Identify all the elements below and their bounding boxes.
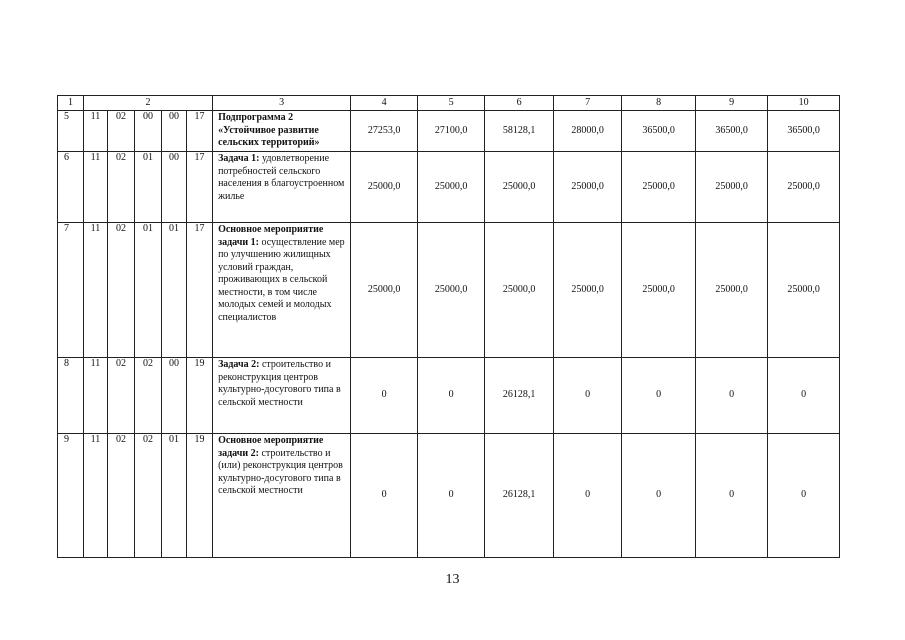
code-5: 17: [187, 111, 213, 152]
value-col-9: 0: [696, 358, 768, 434]
code-4: 01: [162, 434, 187, 558]
value-col-4: 25000,0: [351, 152, 418, 223]
value-col-6: 26128,1: [485, 358, 554, 434]
code-5: 17: [187, 223, 213, 358]
row-title: Задача 2:: [218, 359, 260, 370]
code-4: 00: [162, 111, 187, 152]
row-title: Подпрограмма 2 «Устойчивое развитие сельских территорий»: [218, 112, 320, 148]
code-2: 02: [108, 152, 135, 223]
code-1: 11: [84, 223, 108, 358]
value-col-5: 0: [418, 434, 485, 558]
value-col-6: 26128,1: [485, 434, 554, 558]
code-5: 19: [187, 358, 213, 434]
header-col-4: 4: [351, 96, 418, 111]
row-title: Основное мероприятие задачи 1:: [218, 224, 324, 248]
value-col-9: 25000,0: [696, 152, 768, 223]
budget-table: [57, 95, 840, 558]
header-col-1: 1: [58, 96, 84, 111]
row-text: строительство и реконструкция центров культурно-досугового типа в сельской местности: [218, 359, 341, 408]
header-col-3: 3: [213, 96, 351, 111]
row-number: 5: [58, 111, 84, 152]
value-col-8: 36500,0: [622, 111, 696, 152]
value-col-5: 25000,0: [418, 152, 485, 223]
code-2: 02: [108, 434, 135, 558]
header-col-9: 9: [696, 96, 768, 111]
table-row: [58, 223, 840, 358]
row-text: осуществление мер по улучшению жилищных условий граждан, проживающих в сельской местности, в том числе молодых семей и молодых специалистов: [218, 236, 345, 323]
row-text: строительство и (или) реконструкция центров культурно-досугового типа в сельской местности: [218, 447, 343, 496]
value-col-8: 25000,0: [622, 152, 696, 223]
row-description: [213, 111, 351, 152]
value-col-6: 58128,1: [485, 111, 554, 152]
row-description: [213, 152, 351, 223]
code-4: 00: [162, 152, 187, 223]
row-description: [213, 358, 351, 434]
value-col-4: 0: [351, 358, 418, 434]
code-1: 11: [84, 358, 108, 434]
row-description: [213, 434, 351, 558]
value-col-10: 25000,0: [768, 223, 840, 358]
code-1: 11: [84, 111, 108, 152]
row-number: 7: [58, 223, 84, 358]
code-1: 11: [84, 434, 108, 558]
table-row: [58, 434, 840, 558]
value-col-4: 25000,0: [351, 223, 418, 358]
value-col-10: 0: [768, 434, 840, 558]
value-col-7: 28000,0: [554, 111, 622, 152]
code-5: 17: [187, 152, 213, 223]
value-col-5: 27100,0: [418, 111, 485, 152]
row-title: Задача 1:: [218, 153, 260, 164]
code-2: 02: [108, 358, 135, 434]
value-col-7: 0: [554, 358, 622, 434]
code-3: 01: [135, 152, 162, 223]
value-col-4: 27253,0: [351, 111, 418, 152]
header-col-6: 6: [485, 96, 554, 111]
value-col-7: 25000,0: [554, 223, 622, 358]
value-col-8: 0: [622, 434, 696, 558]
header-col-8: 8: [622, 96, 696, 111]
row-text: удовлетворение потребностей сельского населения в благоустроенном жилье: [218, 153, 345, 202]
code-3: 00: [135, 111, 162, 152]
header-col-10: 10: [768, 96, 840, 111]
code-4: 00: [162, 358, 187, 434]
code-2: 02: [108, 111, 135, 152]
code-3: 01: [135, 223, 162, 358]
header-col-7: 7: [554, 96, 622, 111]
row-description: [213, 223, 351, 358]
row-number: 8: [58, 358, 84, 434]
table-row: [58, 358, 840, 434]
value-col-9: 25000,0: [696, 223, 768, 358]
row-number: 6: [58, 152, 84, 223]
table-row: [58, 152, 840, 223]
value-col-10: 25000,0: [768, 152, 840, 223]
value-col-5: 25000,0: [418, 223, 485, 358]
value-col-7: 25000,0: [554, 152, 622, 223]
table-row: [58, 111, 840, 152]
value-col-10: 0: [768, 358, 840, 434]
row-number: 9: [58, 434, 84, 558]
value-col-9: 0: [696, 434, 768, 558]
value-col-8: 25000,0: [622, 223, 696, 358]
value-col-8: 0: [622, 358, 696, 434]
value-col-9: 36500,0: [696, 111, 768, 152]
code-3: 02: [135, 358, 162, 434]
code-3: 02: [135, 434, 162, 558]
code-5: 19: [187, 434, 213, 558]
code-2: 02: [108, 223, 135, 358]
page-number: 13: [445, 572, 460, 587]
header-col-5: 5: [418, 96, 485, 111]
row-title: Основное мероприятие задачи 2:: [218, 435, 324, 459]
code-1: 11: [84, 152, 108, 223]
value-col-4: 0: [351, 434, 418, 558]
value-col-6: 25000,0: [485, 152, 554, 223]
value-col-7: 0: [554, 434, 622, 558]
value-col-10: 36500,0: [768, 111, 840, 152]
value-col-5: 0: [418, 358, 485, 434]
value-col-6: 25000,0: [485, 223, 554, 358]
table-header-row: [58, 96, 840, 111]
code-4: 01: [162, 223, 187, 358]
header-col-2: 2: [84, 96, 213, 111]
